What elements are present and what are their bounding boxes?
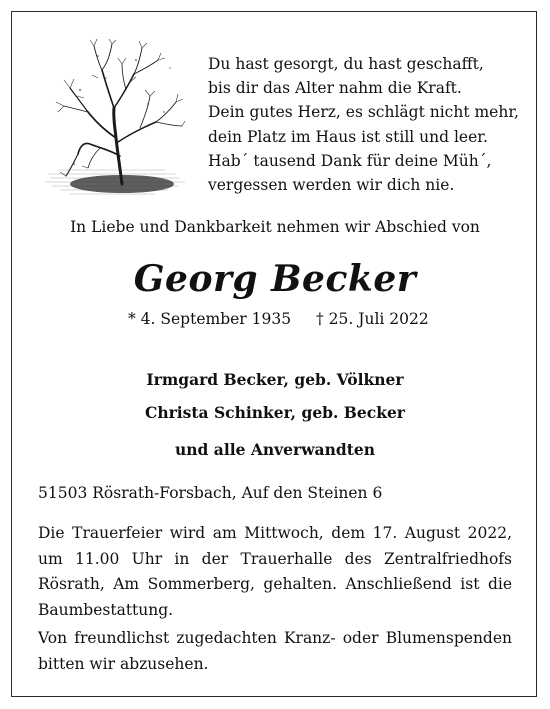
- mourner-name: Irmgard Becker, geb. Völkner: [146, 370, 404, 389]
- poem-line: vergessen werden wir dich nie.: [208, 176, 455, 195]
- mourner-name: und alle Anverwandten: [175, 440, 375, 459]
- ceremony-info: Die Trauerfeier wird am Mittwoch, dem 17. August 2022, um 11.00 Uhr in der Trauerhalle des Zentralfriedhofs Rösrath, Am Sommerberg, gehalten. Anschließend ist die Baumbestattung.: [38, 524, 512, 619]
- address: 51503 Rösrath-Forsbach, Auf den Steinen 6: [38, 484, 383, 502]
- poem-line: Du hast gesorgt, du hast geschafft,: [208, 55, 484, 73]
- farewell-intro: In Liebe und Dankbarkeit nehmen wir Abschied von: [70, 218, 480, 236]
- birth-date: * 4. September 1935: [128, 310, 292, 328]
- poem-line: dein Platz im Haus ist still und leer.: [208, 127, 488, 146]
- poem: [208, 52, 519, 197]
- poem-line: bis dir das Alter nahm die Kraft.: [208, 79, 462, 98]
- deceased-name: Georg Becker: [133, 258, 417, 300]
- death-date: † 25. Juli 2022: [316, 310, 429, 328]
- poem-line: Hab´ tausend Dank für deine Müh´,: [208, 151, 492, 170]
- poem-line: Dein gutes Herz, es schlägt nicht mehr,: [208, 103, 519, 122]
- mourner-name: Christa Schinker, geb. Becker: [145, 403, 405, 422]
- bare-tree-icon: [40, 38, 186, 198]
- flowers-note: Von freundlichst zugedachten Kranz- oder Blumenspenden bitten wir abzusehen.: [38, 629, 512, 673]
